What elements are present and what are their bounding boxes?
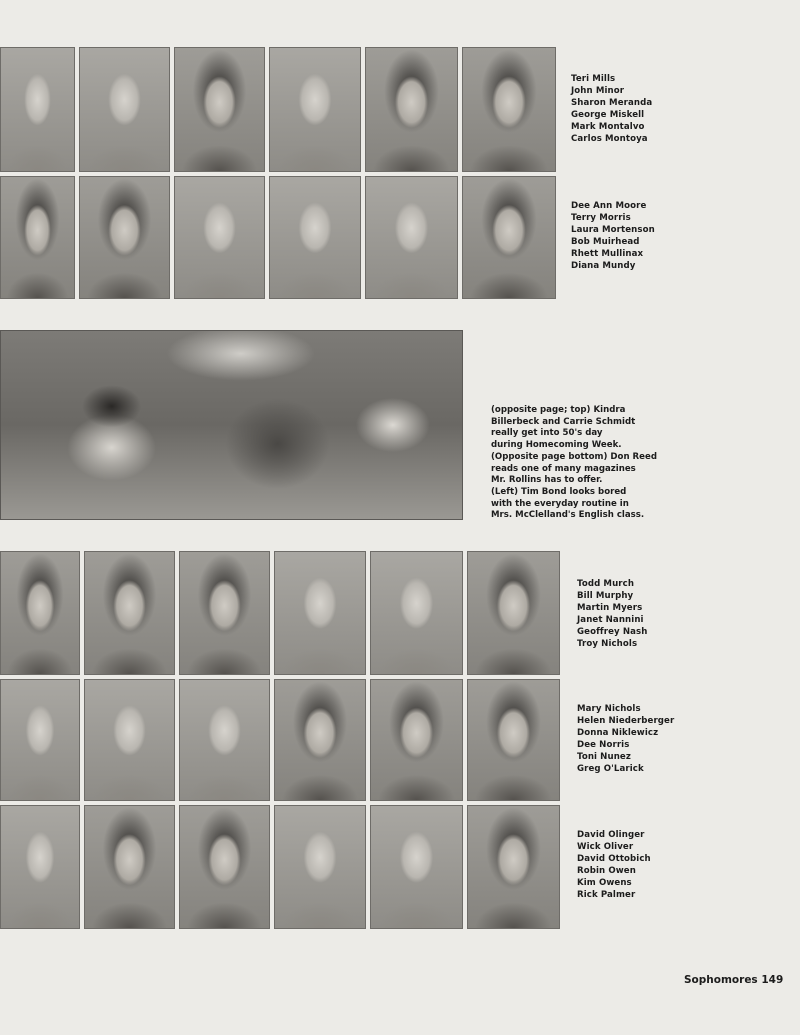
student-name: Terry Morris (571, 213, 631, 223)
portrait-photo (274, 551, 366, 675)
student-name: Kim Owens (577, 878, 632, 888)
portrait-photo (0, 679, 80, 801)
portrait-photo (462, 47, 556, 172)
portrait-photo (365, 176, 458, 299)
portrait-photo (174, 176, 265, 299)
student-name: Toni Nunez (577, 752, 631, 762)
student-name: Rick Palmer (577, 890, 636, 900)
student-name: Wick Oliver (577, 842, 634, 852)
portrait-photo (370, 679, 463, 801)
student-name: Sharon Meranda (571, 98, 653, 108)
portrait-photo (179, 551, 270, 675)
student-name: David Olinger (577, 830, 645, 840)
student-name: Bob Muirhead (571, 237, 640, 247)
student-name: Geoffrey Nash (577, 627, 648, 637)
candid-classroom-photo (0, 330, 463, 520)
portrait-photo (0, 176, 75, 299)
caption-line: Mrs. McClelland's English class. (491, 510, 645, 521)
student-name: Mary Nichols (577, 704, 641, 714)
student-name: Martin Myers (577, 603, 643, 613)
portrait-photo (365, 47, 458, 172)
caption-line: during Homecoming Week. (491, 440, 622, 451)
portrait-photo (79, 47, 170, 172)
portrait-photo (0, 47, 75, 172)
portrait-photo (467, 679, 560, 801)
name-list (577, 703, 674, 775)
student-name: Dee Ann Moore (571, 201, 647, 211)
portrait-photo (274, 805, 366, 929)
student-name: Carlos Montoya (571, 134, 648, 144)
portrait-photo (370, 805, 463, 929)
caption-line: Billerbeck and Carrie Schmidt (491, 416, 636, 427)
portrait-photo (274, 679, 366, 801)
student-name: John Minor (571, 86, 625, 96)
portrait-photo (269, 47, 361, 172)
portrait-photo (179, 805, 270, 929)
name-list (571, 73, 652, 145)
student-name: Dee Norris (577, 740, 630, 750)
name-list (571, 200, 655, 272)
caption-line: really get into 50's day (491, 428, 603, 439)
portrait-photo (0, 551, 80, 675)
portrait-photo (79, 176, 170, 299)
portrait-photo (0, 805, 80, 929)
portrait-photo (84, 805, 175, 929)
student-name: Rhett Mullinax (571, 249, 644, 259)
portrait-photo (370, 551, 463, 675)
portrait-photo (84, 679, 175, 801)
caption-line: (opposite page; top) Kindra (491, 405, 626, 415)
student-name: Donna Niklewicz (577, 728, 659, 738)
portrait-photo (84, 551, 175, 675)
student-name: Laura Mortenson (571, 225, 655, 235)
caption-line: reads one of many magazines (491, 463, 636, 474)
caption-line: Mr. Rollins has to offer. (491, 475, 603, 486)
name-list (577, 578, 647, 650)
caption-line: (Opposite page bottom) Don Reed (491, 451, 657, 462)
student-name: Teri Mills (571, 74, 616, 84)
student-name: David Ottobich (577, 854, 651, 864)
student-name: Robin Owen (577, 866, 636, 876)
page-footer: Sophomores 149 (684, 974, 784, 986)
caption-line: with the everyday routine in (491, 498, 629, 509)
portrait-photo (467, 551, 560, 675)
student-name: Bill Murphy (577, 591, 634, 601)
student-name: Todd Murch (577, 579, 635, 589)
photo-caption (491, 405, 661, 522)
portrait-photo (269, 176, 361, 299)
student-name: Diana Mundy (571, 261, 636, 271)
portrait-photo (467, 805, 560, 929)
portrait-photo (174, 47, 265, 172)
name-list (577, 829, 651, 901)
student-name: George Miskell (571, 110, 645, 120)
student-name: Greg O'Larick (577, 764, 644, 774)
student-name: Janet Nannini (577, 615, 644, 625)
portrait-photo (179, 679, 270, 801)
student-name: Troy Nichols (577, 639, 638, 649)
student-name: Mark Montalvo (571, 122, 645, 132)
student-name: Helen Niederberger (577, 716, 675, 726)
portrait-photo (462, 176, 556, 299)
caption-line: (Left) Tim Bond looks bored (491, 486, 627, 497)
